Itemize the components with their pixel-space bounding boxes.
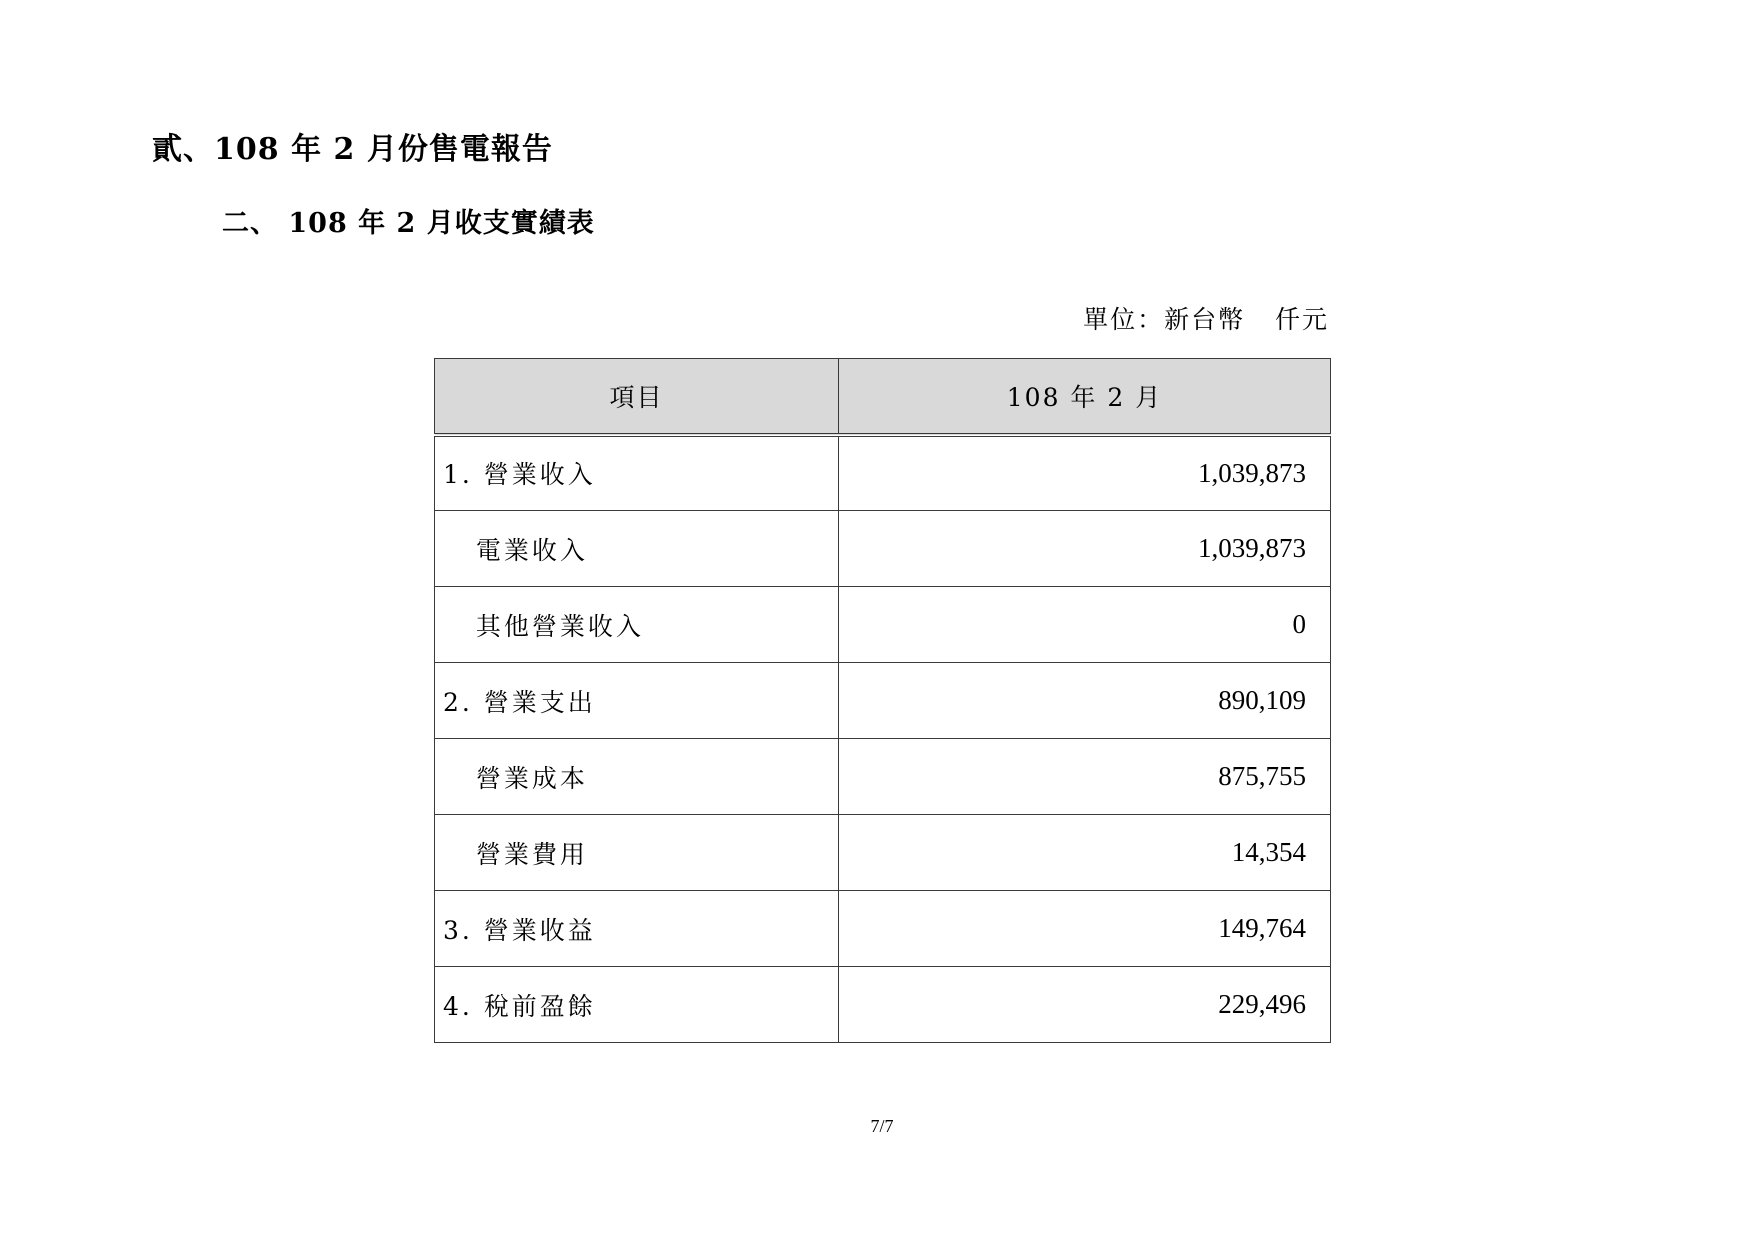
row-label: 營業費用 [435,815,839,891]
row-value: 14,354 [839,815,1331,891]
table-header-row [435,359,1331,435]
row-value: 1,039,873 [839,435,1331,511]
row-value: 875,755 [839,739,1331,815]
row-value: 149,764 [839,891,1331,967]
row-value: 229,496 [839,967,1331,1043]
row-label: 4. 稅前盈餘 [435,967,839,1043]
row-value: 1,039,873 [839,511,1331,587]
table-row [435,511,1331,587]
table-row [435,739,1331,815]
row-label: 電業收入 [435,511,839,587]
row-label: 其他營業收入 [435,587,839,663]
column-header-period: 108 年 2 月 [839,359,1331,435]
page-number: 7/7 [870,1116,894,1136]
row-value: 890,109 [839,663,1331,739]
table-row [435,891,1331,967]
table-row [435,967,1331,1043]
table-row [435,587,1331,663]
table-row [435,435,1331,511]
section-title: 貳、108 年 2 月份售電報告 [152,132,553,167]
income-expense-table [434,358,1331,1043]
table-row [435,815,1331,891]
row-label: 3. 營業收益 [435,891,839,967]
table-row [435,663,1331,739]
row-label: 2. 營業支出 [435,663,839,739]
row-value: 0 [839,587,1331,663]
column-header-item: 項目 [435,359,839,435]
row-label: 1. 營業收入 [435,435,839,511]
table-title: 二、 108 年 2 月收支實績表 [222,208,595,239]
row-label: 營業成本 [435,739,839,815]
unit-note: 單位：新台幣 仟元 [1083,305,1329,334]
